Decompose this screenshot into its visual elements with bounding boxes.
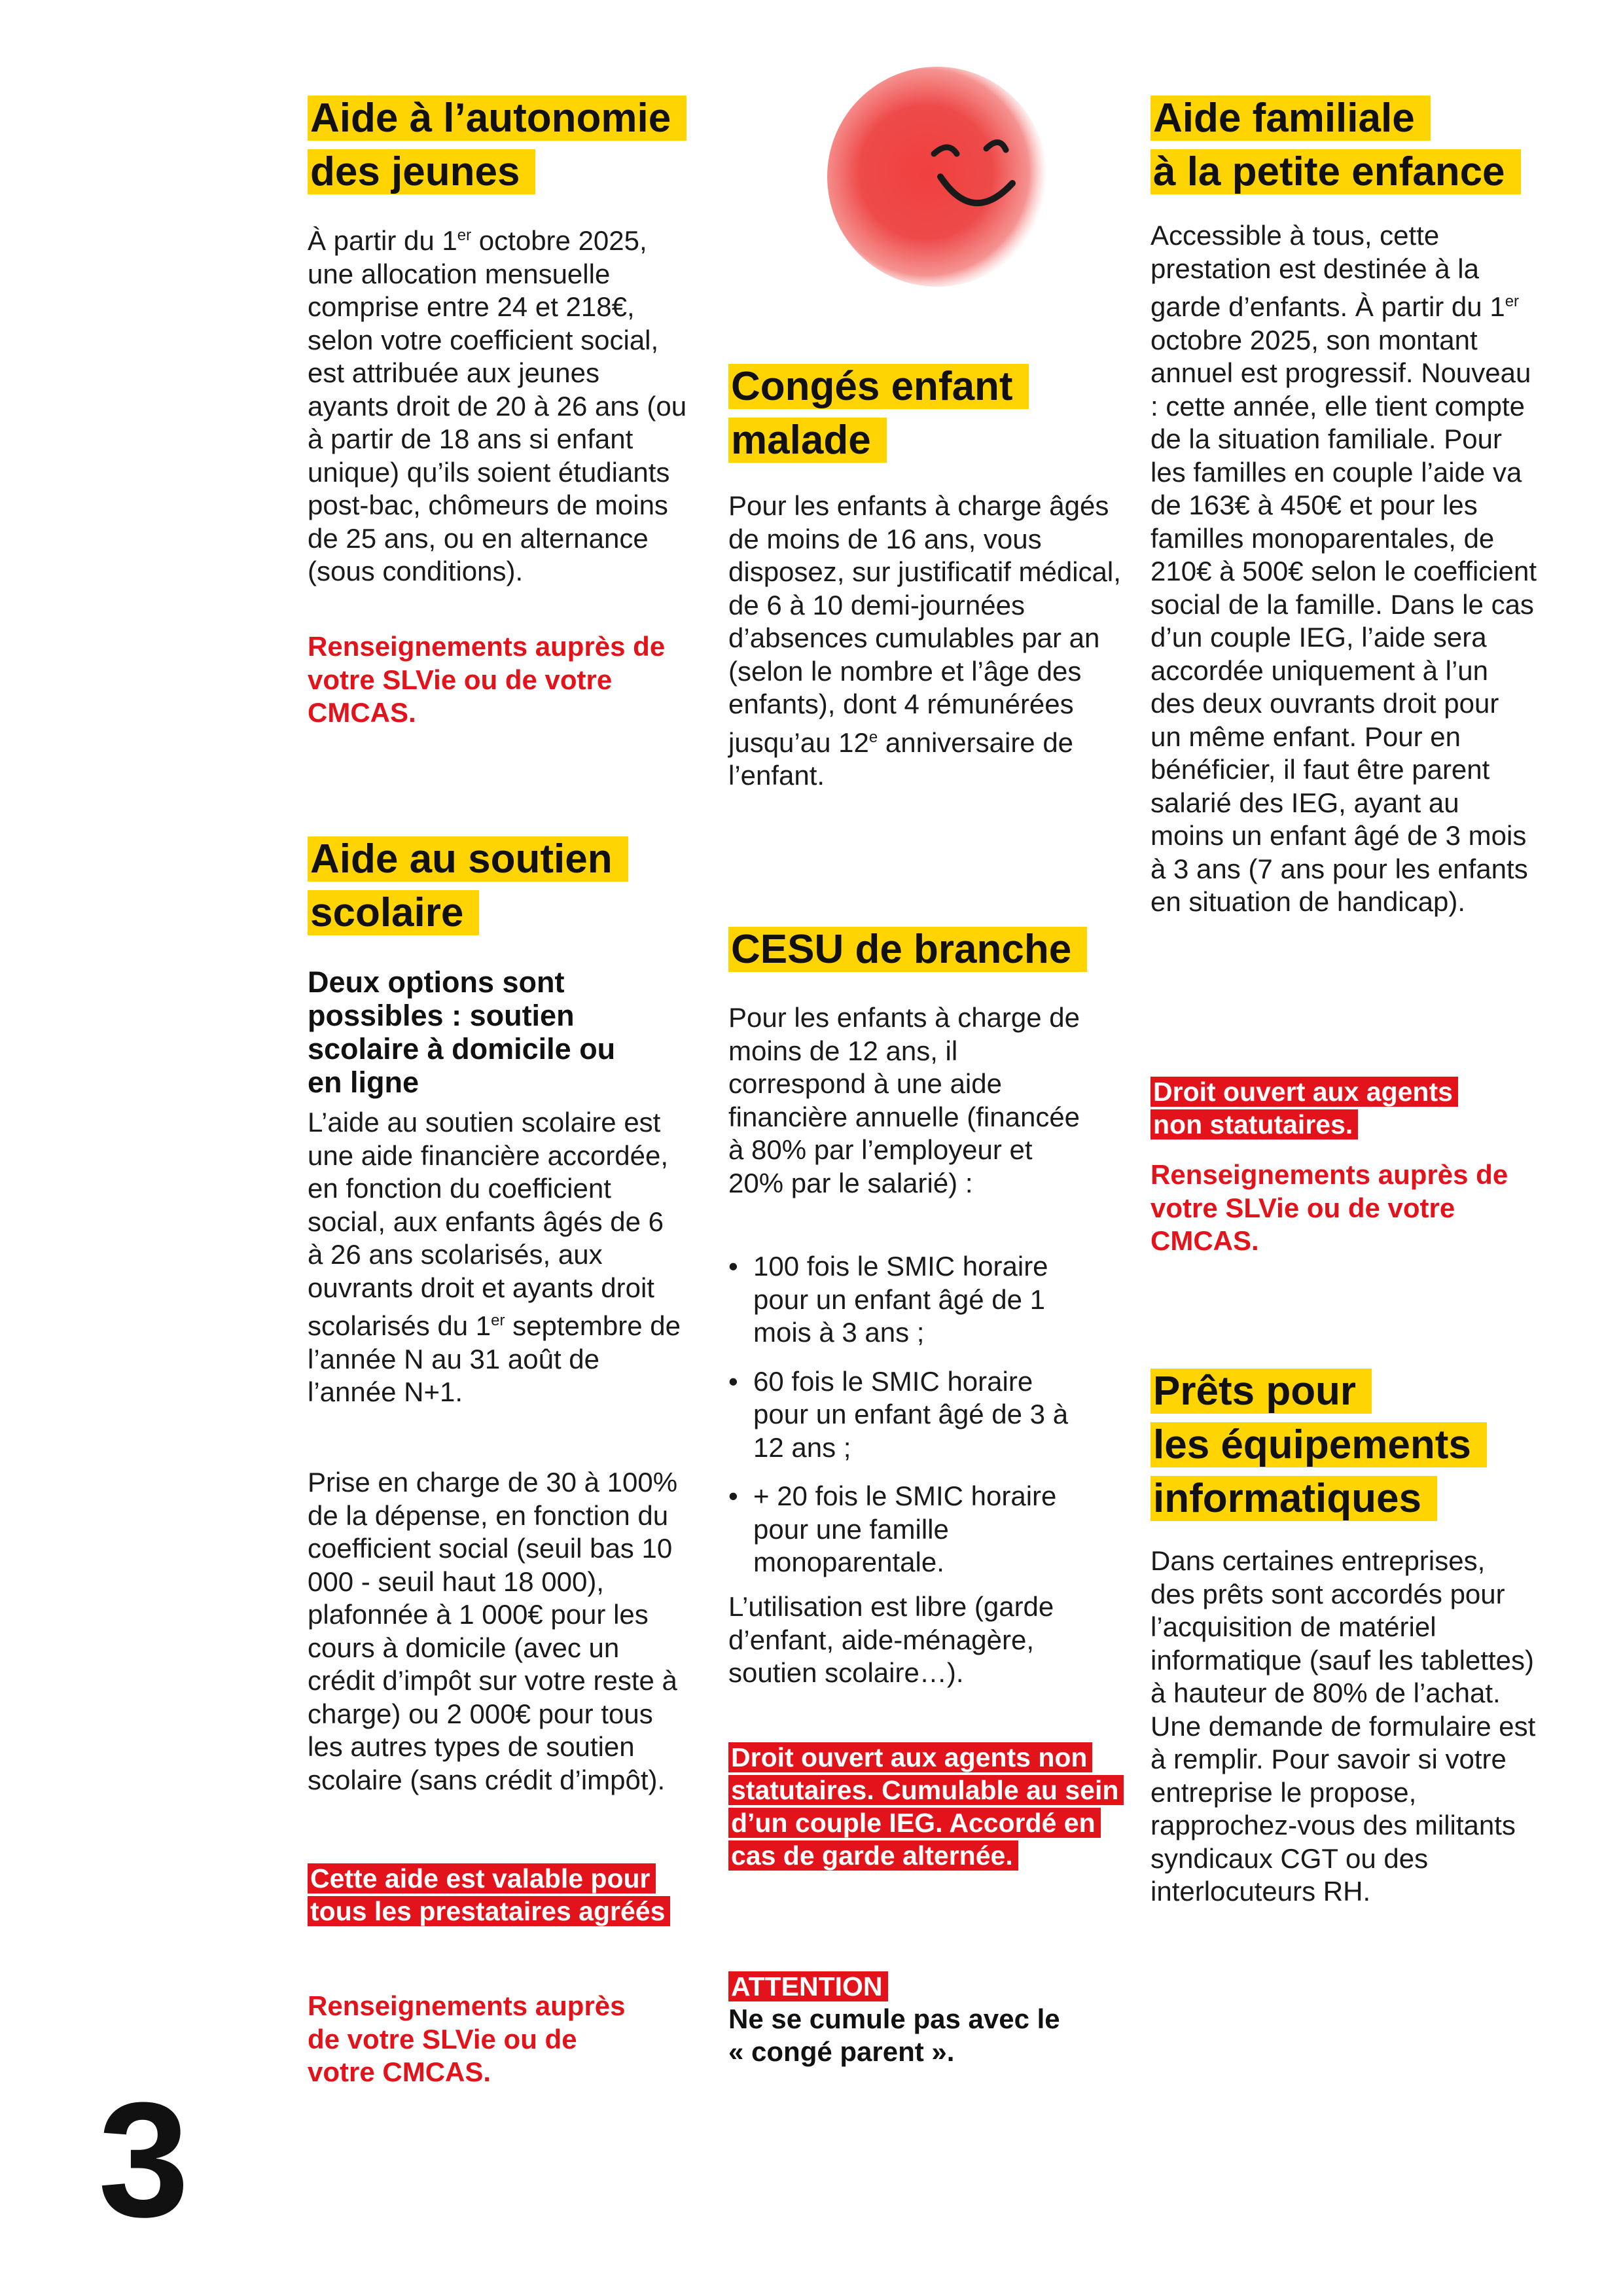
section-title-line: informatiques: [1150, 1476, 1437, 1521]
red-callout: [728, 1741, 1128, 1872]
section-prets-equipements-informatiques: [1150, 1365, 1576, 1526]
section-body: [728, 490, 1121, 793]
body-text: Accessible à tous, cette prestation est destinée à la garde d’enfants. À partir du 1: [1150, 220, 1505, 322]
section-title-line: Prêts pour: [1150, 1369, 1372, 1414]
info-note: Renseignements auprès de votre SLVie ou de votre CMCAS.: [308, 1990, 626, 2087]
section-title-line: scolaire: [308, 890, 479, 935]
red-callout-text: Droit ouvert aux agents non statutaires.: [1150, 1077, 1458, 1139]
section-cesu-de-branche: [728, 923, 1134, 977]
bullet-list: [728, 1250, 1095, 1595]
section-title-line: CESU de branche: [728, 927, 1087, 972]
body-sup: er: [491, 1312, 505, 1329]
body-text: septembre de l’année N au 31 août de l’année N+1.: [308, 1310, 681, 1407]
body-text: Pour les enfants à charge âgés de moins de 16 ans, vous disposez, sur justificatif médical, de 6 à 10 demi-journées d’absences cumulables par an (selon le nombre et l’âge des enfants), dont 4 rémunérées jusqu’au 12: [728, 490, 1121, 758]
attention-label: ATTENTION: [728, 1971, 888, 2001]
info-note: Renseignements auprès de votre SLVie ou de votre CMCAS.: [1150, 1159, 1508, 1256]
attention-text: Ne se cumule pas avec le « congé parent ».: [728, 2003, 1060, 2067]
section-title-line: Aide à l’autonomie: [308, 96, 687, 141]
attention-block: [728, 1970, 1108, 2068]
body-sup: e: [868, 728, 878, 746]
body-text: anniversaire de l’enfant.: [728, 726, 1074, 791]
section-aide-familiale-petite-enfance: [1150, 92, 1576, 199]
section-aide-autonomie-jeunes: [308, 92, 687, 199]
section-title-line: à la petite enfance: [1150, 149, 1521, 194]
body-text: octobre 2025, une allocation mensuelle comprise entre 24 et 218€, selon votre coefficient social, est attribuée aux jeunes ayants droit de 20 à 26 ans (ou à partir de 18 ans si enfant unique) qu’ils soient étudiants post-bac, chômeurs de moins de 25 ans, ou en alternance (sous conditions).: [308, 225, 687, 586]
section-body: Pour les enfants à charge de moins de 12 ans, il correspond à une aide financière annuelle (financée à 80% par l’employeur et 20% par le salarié) :: [728, 1002, 1080, 1198]
section-title: [728, 923, 1134, 977]
list-item: • 60 fois le SMIC horaire pour un enfant âgé de 3 à 12 ans ;: [728, 1365, 1095, 1465]
list-item: • + 20 fois le SMIC horaire pour une famille monoparentale.: [728, 1480, 1095, 1579]
smiley-watercolor-icon: [819, 56, 1055, 291]
body-text: octobre 2025, son montant annuel est progressif. Nouveau : cette année, elle tient compte de la situation familiale. Pour les familles en couple l’aide va de 163€ à 450€ et pour les familles monoparentales, de 210€ à 500€ selon le coefficient social de la famille. Dans le cas d’un couple IEG, l’aide sera accordée uniquement à l’un des deux ouvrants droit pour un même enfant. Pour en bénéficier, il faut être parent salarié des IEG, ayant au moins un enfant âgé de 3 mois à 3 ans (7 ans pour les enfants en situation de handicap).: [1150, 324, 1537, 917]
section-body: [308, 219, 687, 588]
body-text: L’aide au soutien scolaire est une aide financière accordée, en fonction du coefficient social, aux enfants âgés de 6 à 26 ans scolarisés, aux ouvrants droit et ayants droit scolarisés du 1: [308, 1107, 669, 1341]
section-title: [728, 360, 1134, 467]
page-number: 3: [98, 2068, 186, 2251]
section-title: [308, 833, 687, 940]
red-callout-text: Droit ouvert aux agents non statutaires. Cumulable au sein d’un couple IEG. Accordé en cas de garde alternée.: [728, 1742, 1124, 1871]
section-conges-enfant-malade: [728, 360, 1134, 467]
section-title: [1150, 1365, 1576, 1526]
section-body-2: Prise en charge de 30 à 100% de la dépense, en fonction du coefficient social (seuil bas 10 000 - seuil haut 18 000), plafonnée à 1 000€ pour les cours à domicile (avec un crédit d’impôt sur votre reste à charge) ou 2 000€ pour tous les autres types de soutien scolaire (sans crédit d’impôt).: [308, 1467, 678, 1795]
red-callout-text: Cette aide est valable pour tous les prestataires agréés: [308, 1863, 670, 1926]
red-callout: [1150, 1075, 1504, 1141]
section-body: [1150, 219, 1537, 919]
section-title-line: Aide familiale: [1150, 96, 1431, 141]
section-title-line: Congés enfant: [728, 364, 1029, 409]
section-subtitle: Deux options sont possibles : soutien scolaire à domicile ou en ligne: [308, 965, 616, 1099]
section-body: [308, 1106, 684, 1409]
body-sup: er: [1505, 293, 1520, 310]
section-title-line: des jeunes: [308, 149, 535, 194]
section-aide-soutien-scolaire: [308, 833, 687, 940]
body-sup: er: [457, 226, 472, 244]
list-item: • 100 fois le SMIC horaire pour un enfant âgé de 1 mois à 3 ans ;: [728, 1250, 1095, 1350]
section-title-line: Aide au soutien: [308, 836, 628, 882]
red-callout: [308, 1862, 690, 1928]
section-title-line: les équipements: [1150, 1422, 1487, 1467]
section-title: [1150, 92, 1576, 199]
section-body: Dans certaines entreprises, des prêts sont accordés pour l’acquisition de matériel informatique (sauf les tablettes) à hauteur de 80% de l’achat. Une demande de formulaire est à remplir. Pour savoir si votre entreprise le propose, rapprochez-vous des militants syndicaux CGT ou des interlocuteurs RH.: [1150, 1545, 1536, 1907]
info-note: Renseignements auprès de votre SLVie ou de votre CMCAS.: [308, 631, 666, 728]
section-title-line: malade: [728, 418, 887, 463]
section-title: [308, 92, 687, 199]
body-text: À partir du 1: [308, 225, 457, 256]
section-body-2: L’utilisation est libre (garde d’enfant, aide-ménagère, soutien scolaire…).: [728, 1591, 1054, 1688]
